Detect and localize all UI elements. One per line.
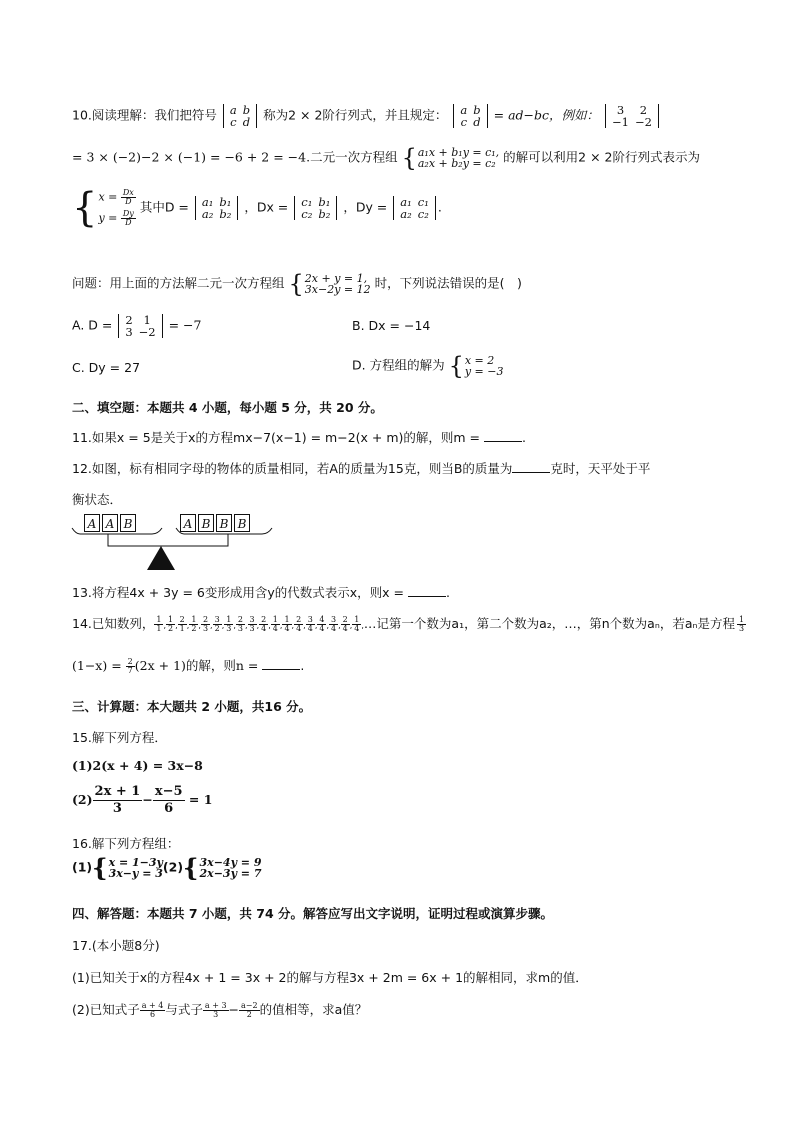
q17-part1: (1)已知关于x的方程4x + 1 = 3x + 2的解与方程3x + 2m = 6x + 1的解相同，求m的值． (72, 970, 588, 985)
weight-box: A (84, 514, 100, 532)
q11: 11.如果x = 5是关于x的方程mx−7(x−1) = m−2(x + m)的解，则m = . (72, 430, 526, 445)
sequence-term: $\frac{3}{2}$ (214, 615, 220, 633)
option-b: B. Dx = −14 (352, 318, 431, 333)
weight-box: A (102, 514, 118, 532)
q14-line2: (1−x) = $\frac{2}{7}$ (2x + 1)的解，则n = . (72, 657, 305, 675)
weight-box: B (198, 514, 214, 532)
q10-line2: = 3 × (−2)−2 × (−1) = −6 + 2 = −4.二元一次方程组 { a₁x + b₁y = c₁, a₂x + b₂y = c₂ 的解可以利用2 × 2阶行列式表示为 (72, 144, 700, 172)
q13: 13.将方程4x + 3y = 6变形成用含y的代数式表示x，则x = . (72, 585, 450, 600)
section-2-heading: 二、填空题：本题共 4 小题，每小题 5 分，共 20 分。 (72, 400, 383, 415)
determinant-Dy: a₁ c₁ a₂ c₂ (393, 196, 436, 220)
cramer-solution: { x = $\frac{Dx}{D}$ y = $\frac{Dy}{D}$ (72, 185, 134, 231)
sequence-term: $\frac{1}{3}$ (226, 615, 232, 633)
sequence-term: $\frac{2}{4}$ (296, 615, 302, 633)
sequence-term: $\frac{4}{4}$ (319, 615, 325, 633)
q17: 17.(本小题8分) (72, 938, 160, 953)
general-system: { a₁x + b₁y = c₁, a₂x + b₂y = c₂ (401, 144, 500, 172)
answer-blank (408, 585, 446, 597)
sequence-term: $\frac{2}{4}$ (261, 615, 267, 633)
q10-question: 问题：用上面的方法解二元一次方程组 { 2x + y = 1, 3x−2y = 12 时，下列说法错误的是( ) (72, 270, 522, 298)
q10-number: 10. (72, 107, 92, 123)
q10-line3: { x = $\frac{Dx}{D}$ y = $\frac{Dy}{D}$ 其中D = a₁ b₁ a₂ b₂ ，Dx = c₁ b₁ c₂ b₂ ，Dy = a₁ c₁ a₂ c₂ . (72, 185, 442, 231)
balance-figure (66, 510, 282, 576)
option-a: A. D = 2 1 3 −2 = −7 (72, 313, 202, 339)
section-3-heading: 三、计算题：本大题共 2 小题，共16 分。 (72, 699, 312, 714)
weight-box: B (216, 514, 232, 532)
sequence-term: $\frac{3}{3}$ (249, 615, 255, 633)
determinant-symbol: a b c d (223, 104, 257, 128)
sequence-term: $\frac{2}{3}$ (202, 615, 209, 633)
weight-box: B (120, 514, 136, 532)
sequence-fractions: $\frac{1}{1}$ , $\frac{1}{2}$ , $\frac{2}{1}$ , $\frac{1}{2}$ , $\frac{2}{3}$ , $\frac{3}{2}$ , $\frac{1}{3}$ , $\frac{2}{3}$ , $\frac{3}{3}$ , $\frac{2}{4}$ , $\frac{1}{4}$ , $\frac{1}{4}$ , $\frac{2}{4}$ , $\frac{3}{4}$ , $\frac{4}{4}$ , $\frac{3}{4}$ , $\frac{2}{4}$ , $\frac{1}{4}$ , (156, 615, 364, 633)
sequence-term: $\frac{1}{4}$ (284, 615, 290, 633)
q15: 15.解下列方程． (72, 730, 167, 745)
determinant-example: 3 2 −1 −2 (605, 104, 659, 128)
q15-part2: (2) $\frac{2x + 1}{3}$ − $\frac{x-5}{6}$ = 1 (72, 784, 213, 816)
q16-parts: (1){ x = 1−3y 3x−y = 3 (2){ 3x−4y = 9 2x−3y = 7 (72, 853, 262, 882)
q16: 16.解下列方程组： (72, 836, 180, 851)
sequence-term: $\frac{1}{4}$ (272, 615, 278, 633)
sequence-term: $\frac{1}{4}$ (354, 615, 360, 633)
answer-blank (262, 658, 300, 670)
q17-part2: (2)已知式子 $\frac{a + 4}{6}$ 与式子 $\frac{a + 3}{3}$ − $\frac{a-2}{2}$ 的值相等，求a值？ (72, 1001, 368, 1019)
weight-box: A (180, 514, 196, 532)
sequence-term: $\frac{3}{4}$ (331, 615, 337, 633)
answer-blank (484, 430, 522, 442)
q12-line1: 12.如图，标有相同字母的物体的质量相同，若A的质量为15克，则当B的质量为 克时，天平处于平 (72, 461, 651, 476)
sequence-term: $\frac{1}{1}$ (156, 615, 162, 633)
q10-line1: 10.阅读理解：我们把符号 a b c d 称为2 × 2阶行列式，并且规定： a b c d = ad−bc，例如： 3 2 −1 −2 (72, 104, 794, 128)
answer-blank (512, 461, 550, 473)
q15-part1: (1)2(x + 4) = 3x−8 (72, 758, 203, 773)
determinant-definition: a b c d (453, 104, 487, 128)
sequence-term: $\frac{2}{1}$ (179, 615, 185, 633)
q14-line1: 14.已知数列， $\frac{1}{1}$ , $\frac{1}{2}$ , $\frac{2}{1}$ , $\frac{1}{2}$ , $\frac{2}{3}$ , $\frac{3}{2}$ , $\frac{1}{3}$ , $\frac{2}{3}$ , $\frac{3}{3}$ , $\frac{2}{4}$ , $\frac{1}{4}$ , $\frac{1}{4}$ , $\frac{2}{4}$ , $\frac{3}{4}$ , $\frac{4}{4}$ , $\frac{3}{4}$ , $\frac{2}{4}$ , $\frac{1}{4}$ ,…记第一个数为a₁，第二个数为a₂，…，第n个数为aₙ，若aₙ是方程 $\frac{1}{3}$ (72, 615, 745, 633)
option-d: D. 方程组的解为 { x = 2 y = −3 (352, 352, 504, 380)
determinant-Dx: c₁ b₁ c₂ b₂ (294, 196, 337, 220)
q12-line2: 衡状态． (72, 492, 123, 507)
weight-box: B (234, 514, 250, 532)
sequence-term: $\frac{1}{2}$ (191, 615, 197, 633)
sequence-term: $\frac{2}{4}$ (342, 615, 348, 633)
section-4-heading: 四、解答题：本题共 7 小题，共 74 分。解答应写出文字说明，证明过程或演算步骤。 (72, 906, 554, 921)
q10-lead: 阅读理解：我们把符号 (91, 107, 217, 123)
sequence-term: $\frac{1}{2}$ (168, 615, 174, 633)
sequence-term: $\frac{2}{3}$ (237, 615, 243, 633)
determinant-D: a₁ b₁ a₂ b₂ (195, 196, 238, 220)
question-system: { 2x + y = 1, 3x−2y = 12 (288, 270, 371, 298)
sequence-term: $\frac{3}{4}$ (307, 615, 313, 633)
option-c: C. Dy = 27 (72, 360, 141, 375)
